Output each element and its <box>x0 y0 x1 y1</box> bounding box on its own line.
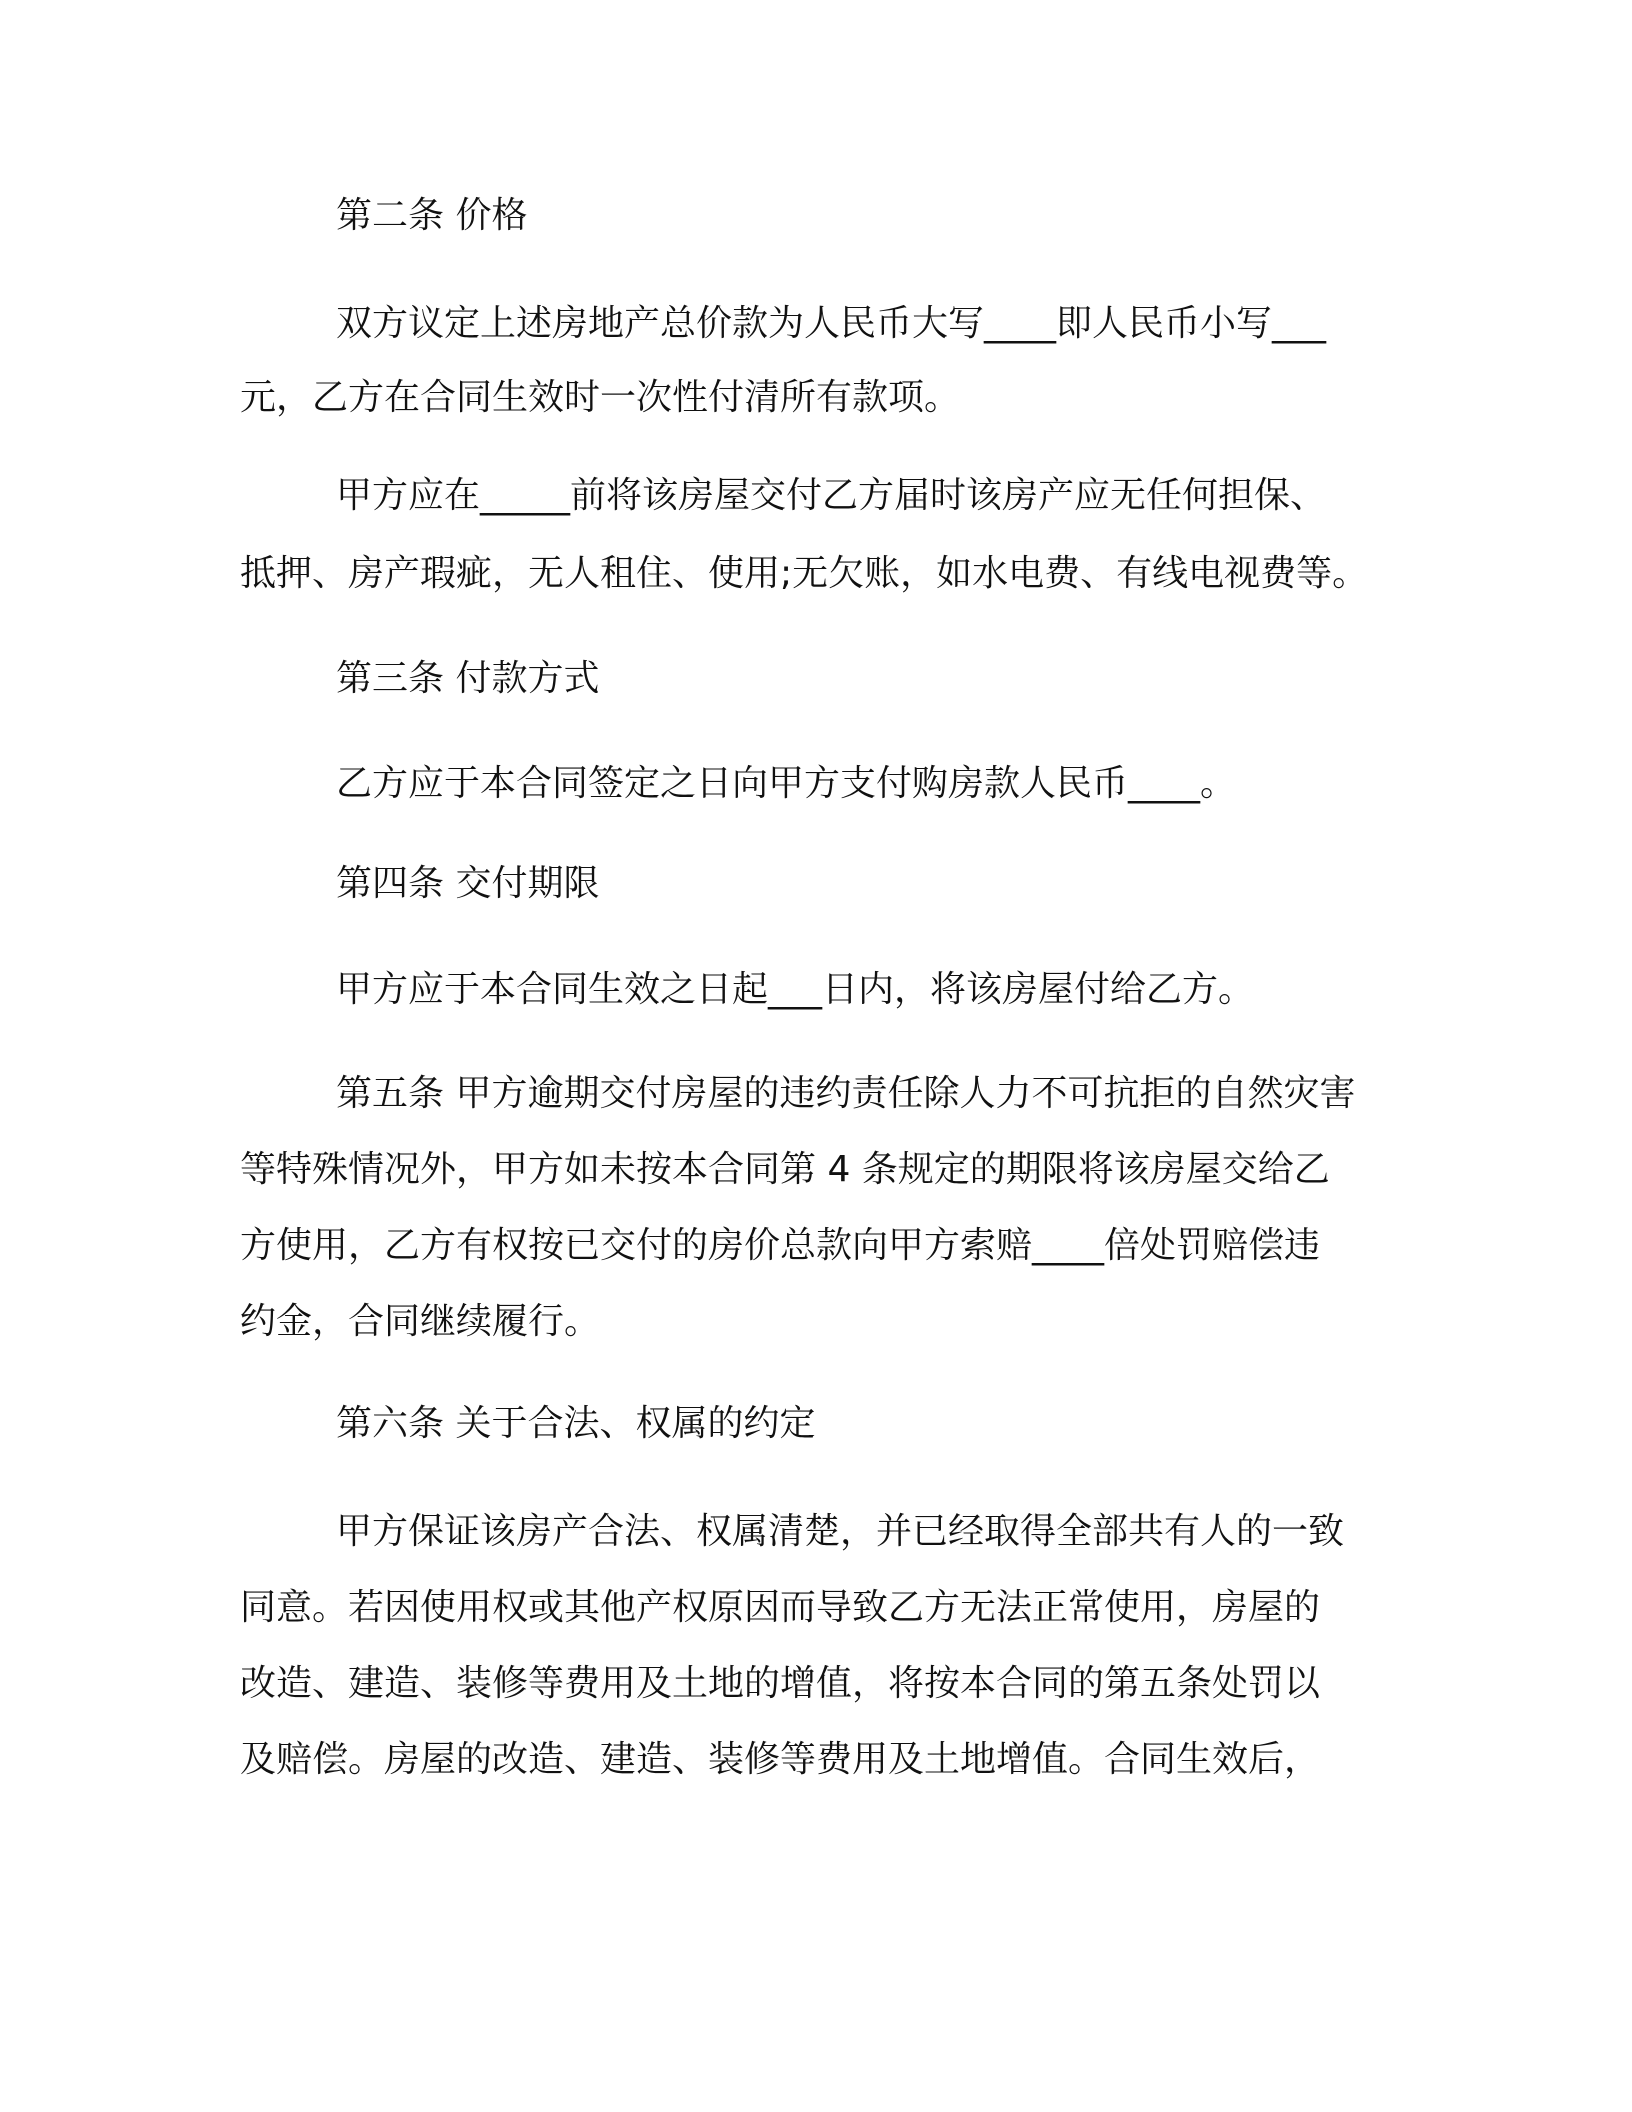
article-2-heading: 第二条 价格 <box>336 195 528 236</box>
paragraph-line: 等特殊情况外，甲方如未按本合同第 4 条规定的期限将该房屋交给乙 <box>240 1149 1330 1190</box>
article-6-heading: 第六条 关于合法、权属的约定 <box>336 1403 816 1444</box>
paragraph-line: 抵押、房产瑕疵，无人租住、使用;无欠账，如水电费、有线电视费等。 <box>240 553 1369 594</box>
article-3-heading: 第三条 付款方式 <box>336 658 600 699</box>
paragraph-line: 方使用，乙方有权按已交付的房价总款向甲方索赔____倍处罚赔偿违 <box>240 1225 1321 1266</box>
paragraph-line: 甲方应于本合同生效之日起___日内，将该房屋付给乙方。 <box>336 969 1255 1010</box>
paragraph-line: 约金，合同继续履行。 <box>240 1301 601 1342</box>
paragraph-line: 改造、建造、装修等费用及土地的增值，将按本合同的第五条处罚以 <box>240 1663 1321 1704</box>
article-4-heading: 第四条 交付期限 <box>336 863 600 904</box>
paragraph-line: 乙方应于本合同签定之日向甲方支付购房款人民币____。 <box>336 763 1237 804</box>
paragraph-line: 双方议定上述房地产总价款为人民币大写____即人民币小写___ <box>336 303 1327 344</box>
article-5-heading: 第五条 甲方逾期交付房屋的违约责任除人力不可抗拒的自然灾害 <box>336 1073 1356 1114</box>
paragraph-line: 甲方保证该房产合法、权属清楚，并已经取得全部共有人的一致 <box>336 1511 1345 1552</box>
paragraph-line: 同意。若因使用权或其他产权原因而导致乙方无法正常使用，房屋的 <box>240 1587 1321 1628</box>
paragraph-line: 及赔偿。房屋的改造、建造、装修等费用及土地增值。合同生效后， <box>240 1739 1321 1780</box>
paragraph-line: 元，乙方在合同生效时一次性付清所有款项。 <box>240 377 961 418</box>
paragraph-line: 甲方应在_____前将该房屋交付乙方届时该房产应无任何担保、 <box>336 475 1327 516</box>
